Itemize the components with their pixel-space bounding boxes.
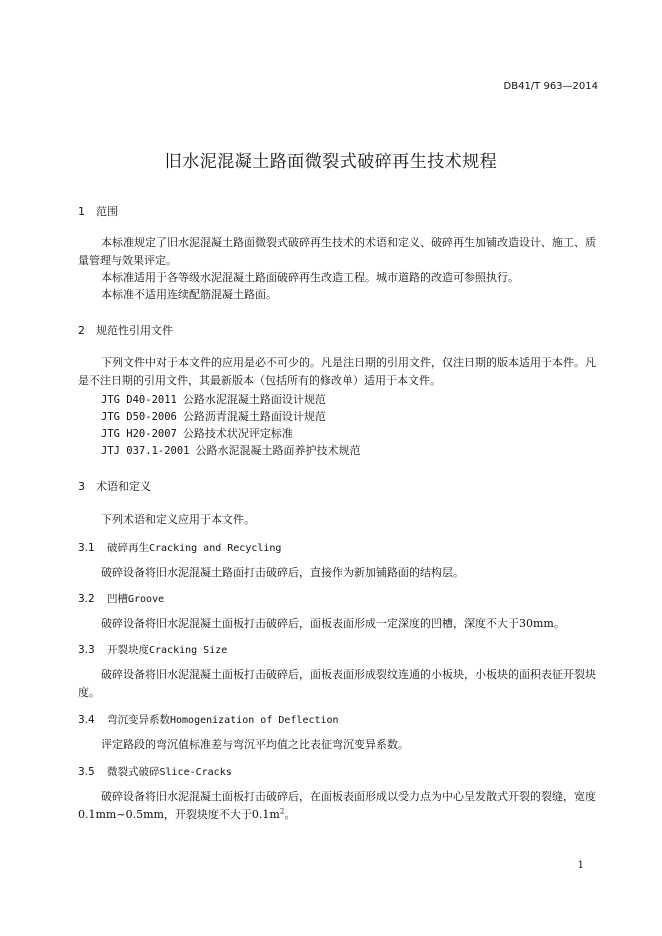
reference-name: 公路沥青混凝土路面设计规范 [182,410,326,423]
section-number: 1 [78,205,85,218]
section-2-paragraph-1: 下列文件中对于本文件的应用是必不可少的。凡是注日期的引用文件，仅注日期的版本适用于本件。凡是不注日期的引用文件，其最新版本（包括所有的修改单）适用于本文件。 [78,356,596,387]
reference-name: 公路水泥混凝土路面设计规范 [182,393,326,406]
reference-name: 公路水泥混凝土路面养护技术规范 [195,444,361,457]
term-definition: 破碎设备将旧水泥混凝土面板打击破碎后，面板表面形成裂纹连通的小板块，小板块的面积表征开裂块度。 [78,668,596,699]
term-heading [78,712,339,727]
section-2-heading [78,322,173,338]
term-cn: 开裂块度 [107,644,149,656]
superscript: 2 [279,806,285,815]
section-3-heading [78,478,151,494]
term-heading [78,540,281,555]
term-number: 3.5 [78,766,95,778]
term-definition-end: 。 [284,807,296,821]
term-number: 3.4 [78,714,95,726]
term-definition: 破碎设备将旧水泥混凝土路面打击破碎后，直接作为新加铺路面的结构层。 [101,566,464,579]
document-title: 旧水泥混凝土路面微裂式破碎再生技术规程 [164,152,498,172]
term-definition: 评定路段的弯沉值标准差与弯沉平均值之比表征弯沉变异系数。 [101,738,409,751]
term-heading [78,764,232,779]
term-en: Groove [128,594,165,605]
section-1-paragraph-3: 本标准不适用连续配筋混凝土路面。 [101,288,277,301]
term-definition [78,788,602,823]
term-cn: 凹槽 [107,593,128,605]
reference-item [101,442,361,458]
reference-code: JTJ 037.1-2001 [101,445,190,457]
term-definition: 破碎设备将旧水泥混凝土面板打击破碎后，面板表面形成一定深度的凹槽，深度不大于30mm。 [101,617,565,630]
reference-code: JTG D40-2011 [101,394,177,406]
standard-code: DB41/T 963—2014 [503,81,598,92]
reference-item [101,408,326,424]
reference-code: JTG D50-2006 [101,411,177,423]
section-title: 规范性引用文件 [96,324,173,337]
term-number: 3.3 [78,644,95,656]
term-heading [78,591,164,606]
term-en: Cracking and Recycling [149,543,282,554]
section-number: 2 [78,324,85,337]
term-en: Cracking Size [149,645,228,656]
section-1-paragraph-1: 本标准规定了旧水泥混凝土路面微裂式破碎再生技术的术语和定义、破碎再生加铺改造设计、施工、质量管理与效果评定。 [78,236,596,267]
term-number: 3.2 [78,593,95,605]
page-number: 1 [577,860,584,871]
term-cn: 破碎再生 [107,542,149,554]
term-en: Homogenization of Deflection [170,715,339,726]
term-cn: 弯沉变异系数 [107,714,170,726]
term-number: 3.1 [78,542,95,554]
term-cn: 微裂式破碎 [107,766,160,778]
section-title: 范围 [96,205,118,218]
reference-code: JTG H20-2007 [101,428,177,440]
reference-name: 公路技术状况评定标准 [182,427,293,440]
term-heading [78,642,227,657]
section-title: 术语和定义 [96,480,151,493]
section-3-intro: 下列术语和定义应用于本文件。 [101,513,255,526]
section-1-paragraph-2: 本标准适用于各等级水泥混凝土路面破碎再生改造工程。城市道路的改造可参照执行。 [101,271,519,284]
section-number: 3 [78,480,85,493]
term-en: Slice-Cracks [159,767,232,778]
reference-item [101,391,326,407]
section-1-heading [78,203,118,219]
reference-item [101,425,293,441]
term-definition-text: 破碎设备将旧水泥混凝土面板打击破碎后，在面板表面形成以受力点为中心呈发散式开裂的裂缝，宽度0.1mm~0.5mm，开裂块度不大于0.1m [78,790,596,821]
